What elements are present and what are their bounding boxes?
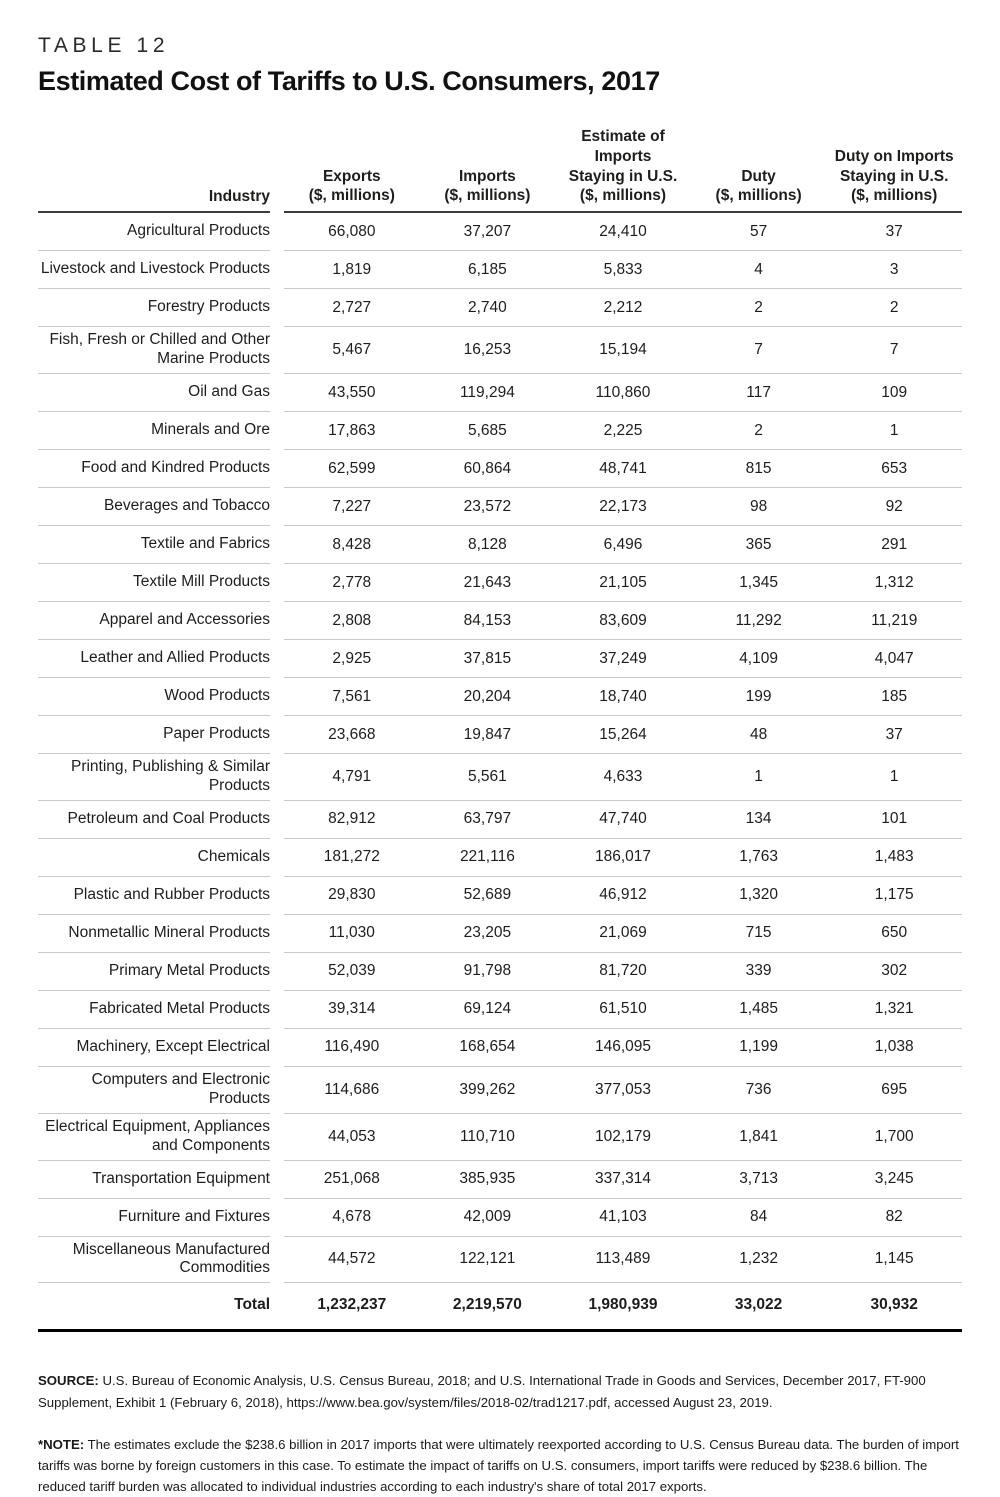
- value-cell: 44,572: [328, 1250, 376, 1268]
- table-body: [38, 213, 962, 1283]
- row-values: [284, 251, 962, 289]
- industry-cell: Printing, Publishing & Similar Products: [38, 754, 270, 801]
- value-cell: 37,207: [463, 222, 512, 240]
- row-values: [284, 915, 962, 953]
- column-gap: [270, 327, 284, 374]
- row-values: [284, 1114, 962, 1161]
- table-row: [38, 526, 962, 564]
- value-cell: 48,741: [599, 459, 647, 477]
- value-cell: 221,116: [459, 848, 515, 866]
- value-cell: 110,710: [459, 1127, 515, 1145]
- table-row: [38, 450, 962, 488]
- value-cell: 11,219: [871, 611, 918, 629]
- value-cell: 3: [889, 260, 899, 278]
- value-cell: 185: [881, 687, 908, 705]
- industry-cell: Plastic and Rubber Products: [38, 877, 270, 915]
- column-gap: [270, 1029, 284, 1067]
- value-cell: 251,068: [323, 1170, 380, 1188]
- industry-cell: Petroleum and Coal Products: [38, 801, 270, 839]
- value-cell: 15,194: [599, 341, 647, 359]
- industry-cell: Leather and Allied Products: [38, 640, 270, 678]
- industry-cell: Computers and Electronic Products: [38, 1067, 270, 1114]
- value-cell: 1,841: [739, 1127, 778, 1145]
- table-row: [38, 801, 962, 839]
- value-cell: 7,561: [332, 687, 372, 705]
- value-cell: 23,572: [463, 497, 512, 515]
- row-values: [284, 526, 962, 564]
- value-cell: 92: [885, 497, 903, 515]
- value-cell: 91,798: [463, 962, 512, 980]
- column-gap: [270, 754, 284, 801]
- value-cell: 113,489: [595, 1250, 651, 1268]
- value-cell: 44,053: [328, 1127, 376, 1145]
- value-cell: 43,550: [328, 383, 376, 401]
- value-cell: 52,039: [328, 962, 376, 980]
- industry-cell: Machinery, Except Electrical: [38, 1029, 270, 1067]
- row-values: [284, 640, 962, 678]
- value-cell: 2,225: [603, 421, 643, 439]
- value-cell: 15,264: [599, 725, 647, 743]
- value-cell: 339: [745, 962, 772, 980]
- value-cell: 11,030: [328, 924, 375, 942]
- value-cell: 16,253: [463, 341, 512, 359]
- value-cell: 2: [889, 298, 899, 316]
- industry-cell: Nonmetallic Mineral Products: [38, 915, 270, 953]
- note-label: *NOTE:: [38, 1436, 85, 1452]
- column-gap: [270, 991, 284, 1029]
- row-values: [284, 754, 962, 801]
- value-cell: 102,179: [594, 1127, 651, 1145]
- value-cell: 29,830: [328, 886, 376, 904]
- table-header-row: [38, 127, 962, 213]
- industry-cell: Agricultural Products: [38, 213, 270, 251]
- column-gap: [270, 640, 284, 678]
- row-values: [284, 877, 962, 915]
- value-cell: 4,633: [603, 768, 643, 786]
- value-cell: 399,262: [459, 1080, 516, 1098]
- industry-cell: Wood Products: [38, 678, 270, 716]
- column-header-4: Duty ($, millions): [715, 167, 802, 205]
- industry-cell: Transportation Equipment: [38, 1161, 270, 1199]
- row-values: [284, 374, 962, 412]
- value-cell: 117: [746, 383, 771, 401]
- industry-cell: Primary Metal Products: [38, 953, 270, 991]
- column-gap: [270, 213, 284, 251]
- total-values: [284, 1283, 962, 1327]
- industry-cell: Electrical Equipment, Appliances and Components: [38, 1114, 270, 1161]
- total-value-cell: 30,932: [870, 1296, 918, 1314]
- value-cell: 1: [889, 768, 899, 786]
- value-cell: 2: [754, 421, 763, 439]
- industry-cell: Fabricated Metal Products: [38, 991, 270, 1029]
- column-gap: [270, 602, 284, 640]
- table-number-label: TABLE 12: [38, 34, 170, 57]
- value-cell: 114,686: [324, 1080, 380, 1098]
- row-values: [284, 953, 962, 991]
- industry-cell: Textile and Fabrics: [38, 526, 270, 564]
- value-cell: 1,232: [739, 1250, 778, 1268]
- value-cell: 37,815: [463, 649, 512, 667]
- column-header-5: Duty on Imports Staying in U.S. ($, millions): [834, 147, 954, 205]
- value-cell: 23,205: [463, 924, 512, 942]
- column-gap: [270, 1161, 284, 1199]
- value-cell: 60,864: [463, 459, 512, 477]
- column-gap: [270, 877, 284, 915]
- table-row: [38, 374, 962, 412]
- column-gap: [270, 1237, 284, 1284]
- value-cell: 20,204: [463, 687, 512, 705]
- table-row: [38, 289, 962, 327]
- industry-cell: Apparel and Accessories: [38, 602, 270, 640]
- total-label: Total: [234, 1295, 270, 1313]
- value-cell: 19,847: [463, 725, 512, 743]
- value-cell: 110,860: [595, 383, 651, 401]
- row-values: [284, 991, 962, 1029]
- table-row: [38, 213, 962, 251]
- industry-cell: Paper Products: [38, 716, 270, 754]
- value-cell: 37: [885, 725, 903, 743]
- total-value-cell: 1,232,237: [317, 1296, 387, 1314]
- table-row: [38, 1199, 962, 1237]
- value-cell: 8,128: [467, 535, 507, 553]
- value-cell: 3,245: [874, 1170, 914, 1188]
- value-cell: 46,912: [599, 886, 647, 904]
- table-row: [38, 488, 962, 526]
- table-title: Estimated Cost of Tariffs to U.S. Consumers, 2017: [38, 66, 660, 96]
- column-gap: [270, 450, 284, 488]
- row-values: [284, 213, 962, 251]
- value-cell: 377,053: [594, 1080, 651, 1098]
- column-gap: [270, 801, 284, 839]
- value-cell: 1,485: [739, 1000, 778, 1018]
- table-row: [38, 1161, 962, 1199]
- value-cell: 2,212: [603, 298, 643, 316]
- column-gap: [270, 915, 284, 953]
- table-row: [38, 602, 962, 640]
- value-cell: 62,599: [328, 459, 376, 477]
- value-cell: 116,490: [324, 1038, 380, 1056]
- value-cell: 21,105: [599, 573, 647, 591]
- value-cell: 7: [754, 341, 763, 359]
- row-values: [284, 488, 962, 526]
- table-row: [38, 412, 962, 450]
- value-cell: 83,609: [599, 611, 647, 629]
- row-values: [284, 1029, 962, 1067]
- value-cell: 2,740: [467, 298, 507, 316]
- value-cell: 1: [889, 421, 899, 439]
- value-cell: 715: [745, 924, 772, 942]
- value-cell: 186,017: [594, 848, 651, 866]
- source-footnote: [38, 1370, 962, 1412]
- value-cell: 2,925: [332, 649, 372, 667]
- value-cell: 48: [749, 725, 768, 743]
- value-cell: 146,095: [594, 1038, 651, 1056]
- value-cell: 1,819: [332, 260, 372, 278]
- value-cell: 4,791: [332, 768, 372, 786]
- row-values: [284, 327, 962, 374]
- value-cell: 4,678: [332, 1208, 372, 1226]
- column-gap: [270, 374, 284, 412]
- table-row: [38, 1114, 962, 1161]
- table-row: [38, 877, 962, 915]
- value-cell: 52,689: [463, 886, 512, 904]
- value-cell: 5,561: [467, 768, 507, 786]
- table-row: [38, 716, 962, 754]
- footnotes: [38, 1370, 962, 1497]
- value-cell: 47,740: [599, 810, 647, 828]
- industry-cell: Fish, Fresh or Chilled and Other Marine Products: [38, 327, 270, 374]
- row-values: [284, 564, 962, 602]
- table-row: [38, 251, 962, 289]
- data-column-headers: [284, 127, 962, 213]
- value-cell: 24,410: [599, 222, 647, 240]
- industry-cell: Textile Mill Products: [38, 564, 270, 602]
- column-gap: [270, 564, 284, 602]
- row-values: [284, 1161, 962, 1199]
- table-row: [38, 640, 962, 678]
- table-row: [38, 1029, 962, 1067]
- table-row: [38, 839, 962, 877]
- value-cell: 291: [881, 535, 908, 553]
- row-values: [284, 678, 962, 716]
- value-cell: 18,740: [599, 687, 647, 705]
- value-cell: 168,654: [459, 1038, 516, 1056]
- value-cell: 1,320: [739, 886, 778, 904]
- row-values: [284, 412, 962, 450]
- value-cell: 21,069: [599, 924, 647, 942]
- source-label: SOURCE:: [38, 1373, 99, 1389]
- value-cell: 650: [881, 924, 908, 942]
- table-row: [38, 327, 962, 374]
- row-values: [284, 839, 962, 877]
- value-cell: 2,727: [332, 298, 372, 316]
- source-text: U.S. Bureau of Economic Analysis, U.S. Census Bureau, 2018; and U.S. International Trade in Goods and Services, December 2017, FT-900 Supplement, Exhibit 1 (February 6, 2018), https://www.bea.gov/system/files/2018-02/trad1217.pdf, accessed August 23, 2019.: [38, 1373, 926, 1410]
- value-cell: 84,153: [463, 611, 512, 629]
- row-values: [284, 1199, 962, 1237]
- row-values: [284, 602, 962, 640]
- value-cell: 199: [745, 687, 772, 705]
- table-row: [38, 564, 962, 602]
- value-cell: 119,294: [459, 383, 515, 401]
- value-cell: 7,227: [332, 497, 372, 515]
- value-cell: 37: [885, 222, 903, 240]
- value-cell: 302: [881, 962, 908, 980]
- note-footnote: [38, 1434, 962, 1497]
- industry-cell: Oil and Gas: [38, 374, 270, 412]
- row-values: [284, 801, 962, 839]
- column-header-2: Imports ($, millions): [444, 167, 531, 205]
- column-header-1: Exports ($, millions): [308, 167, 395, 205]
- value-cell: 5,685: [467, 421, 507, 439]
- value-cell: 337,314: [594, 1170, 651, 1188]
- value-cell: 109: [881, 383, 908, 401]
- value-cell: 39,314: [328, 1000, 376, 1018]
- total-value-cell: 1,980,939: [588, 1296, 658, 1314]
- value-cell: 815: [745, 459, 772, 477]
- value-cell: 23,668: [328, 725, 376, 743]
- value-cell: 82,912: [328, 810, 376, 828]
- value-cell: 11,292: [735, 611, 782, 629]
- value-cell: 7: [889, 341, 899, 359]
- column-gap: [270, 289, 284, 327]
- value-cell: 82: [885, 1208, 903, 1226]
- column-gap: [270, 716, 284, 754]
- column-gap: [270, 1283, 284, 1327]
- industry-cell: Beverages and Tobacco: [38, 488, 270, 526]
- column-header-industry: Industry: [38, 188, 270, 213]
- value-cell: 736: [745, 1080, 772, 1098]
- column-gap: [270, 412, 284, 450]
- value-cell: 84: [749, 1208, 768, 1226]
- industry-cell: Furniture and Fixtures: [38, 1199, 270, 1237]
- value-cell: 6,496: [603, 535, 643, 553]
- table-row: [38, 678, 962, 716]
- value-cell: 653: [881, 459, 908, 477]
- row-values: [284, 450, 962, 488]
- value-cell: 61,510: [599, 1000, 647, 1018]
- table-row: [38, 1237, 962, 1284]
- value-cell: 63,797: [463, 810, 512, 828]
- value-cell: 57: [749, 222, 768, 240]
- value-cell: 1,321: [874, 1000, 914, 1018]
- value-cell: 4,047: [874, 649, 914, 667]
- row-values: [284, 1237, 962, 1284]
- value-cell: 3,713: [739, 1170, 778, 1188]
- value-cell: 122,121: [459, 1250, 516, 1268]
- value-cell: 1,763: [739, 848, 778, 866]
- industry-cell: Miscellaneous Manufactured Commodities: [38, 1237, 270, 1284]
- value-cell: 1,483: [874, 848, 914, 866]
- value-cell: 42,009: [463, 1208, 512, 1226]
- note-text: The estimates exclude the $238.6 billion in 2017 imports that were ultimately reexported according to U.S. Census Bureau data. The burden of import tariffs was borne by foreign customers in this case. To estimate the impact of tariffs on U.S. consumers, import tariffs were reduced by $238.6 billion. The reduced tariff burden was allocated to individual industries according to each industry's share of total 2017 exports.: [38, 1436, 959, 1494]
- column-gap: [270, 488, 284, 526]
- value-cell: 5,467: [332, 341, 372, 359]
- total-value-cell: 2,219,570: [452, 1296, 522, 1314]
- column-gap: [270, 953, 284, 991]
- table-row: [38, 953, 962, 991]
- value-cell: 81,720: [599, 962, 647, 980]
- value-cell: 21,643: [463, 573, 512, 591]
- value-cell: 41,103: [599, 1208, 647, 1226]
- value-cell: 4: [754, 260, 763, 278]
- value-cell: 1,175: [874, 886, 914, 904]
- value-cell: 8,428: [332, 535, 372, 553]
- column-gap: [270, 1067, 284, 1114]
- value-cell: 69,124: [463, 1000, 512, 1018]
- value-cell: 101: [881, 810, 908, 828]
- value-cell: 2: [754, 298, 763, 316]
- value-cell: 2,808: [332, 611, 372, 629]
- row-values: [284, 1067, 962, 1114]
- industry-cell: Minerals and Ore: [38, 412, 270, 450]
- column-gap: [270, 251, 284, 289]
- column-gap: [270, 678, 284, 716]
- value-cell: 98: [749, 497, 768, 515]
- row-values: [284, 716, 962, 754]
- value-cell: 2,778: [332, 573, 372, 591]
- value-cell: 385,935: [459, 1170, 516, 1188]
- industry-cell: Forestry Products: [38, 289, 270, 327]
- column-gap: [270, 1114, 284, 1161]
- table-bottom-rule: [38, 1329, 962, 1332]
- table-row: [38, 915, 962, 953]
- column-header-3: Estimate of Imports Staying in U.S. ($, millions): [568, 128, 678, 205]
- column-gap: [270, 1199, 284, 1237]
- value-cell: 1,312: [874, 573, 914, 591]
- value-cell: 181,272: [323, 848, 380, 866]
- value-cell: 37,249: [599, 649, 647, 667]
- value-cell: 4,109: [739, 649, 778, 667]
- industry-cell: Livestock and Livestock Products: [38, 251, 270, 289]
- column-gap: [270, 526, 284, 564]
- value-cell: 22,173: [599, 497, 647, 515]
- table-row: [38, 754, 962, 801]
- value-cell: 5,833: [603, 260, 643, 278]
- value-cell: 134: [745, 810, 772, 828]
- table-row: [38, 991, 962, 1029]
- table-row: [38, 1067, 962, 1114]
- value-cell: 1,700: [874, 1127, 914, 1145]
- value-cell: 1,038: [874, 1038, 914, 1056]
- column-gap: [270, 839, 284, 877]
- value-cell: 1,145: [874, 1250, 914, 1268]
- industry-cell: Chemicals: [38, 839, 270, 877]
- industry-cell: Food and Kindred Products: [38, 450, 270, 488]
- value-cell: 66,080: [328, 222, 376, 240]
- value-cell: 17,863: [328, 421, 376, 439]
- value-cell: 1,345: [739, 573, 778, 591]
- value-cell: 6,185: [467, 260, 507, 278]
- value-cell: 1: [754, 768, 763, 786]
- total-row: [38, 1283, 962, 1327]
- total-value-cell: 33,022: [734, 1296, 783, 1314]
- value-cell: 365: [745, 535, 772, 553]
- value-cell: 1,199: [739, 1038, 778, 1056]
- row-values: [284, 289, 962, 327]
- value-cell: 695: [881, 1080, 908, 1098]
